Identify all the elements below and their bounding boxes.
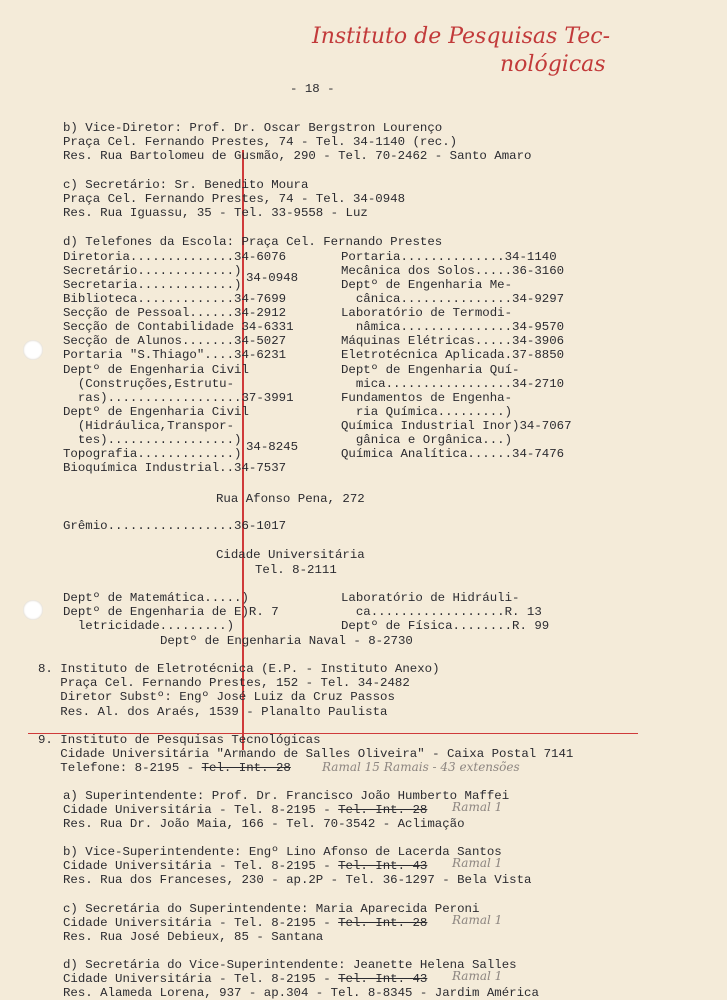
item9-title: 9. Instituto de Pesquisas Tecnológicas <box>38 733 321 747</box>
phone-entry: ria Química.........) <box>341 405 513 419</box>
punch-hole-bottom <box>23 600 43 620</box>
phone-entry: (Hidráulica,Transpor- <box>63 419 235 433</box>
item8-address: Praça Cel. Fernando Prestes, 152 - Tel. 34-2482 <box>38 676 410 690</box>
vice-diretor-residence: Res. Rua Bartolomeu de Gusmão, 290 - Tel. 70-2462 - Santo Amaro <box>63 149 532 163</box>
handwritten-title-line2: nológicas <box>500 52 606 77</box>
phone-entry: tes).................) <box>63 433 242 447</box>
cidade-universitaria-header: Cidade Universitária <box>216 548 365 562</box>
dept-entry: letricidade.........) <box>63 619 235 633</box>
phone-entry: Deptº de Engenharia Quí- <box>341 363 520 377</box>
phone-entry: Mecânica dos Solos.....36-3160 <box>341 264 565 278</box>
phone-number-shared: 34-0948 <box>246 271 299 285</box>
pencil-annotation: Ramal 1 <box>452 800 503 814</box>
phone-entry: Química Industrial Inor)34-7067 <box>341 419 572 433</box>
phone-entry: Fundamentos de Engenha- <box>341 391 513 405</box>
secretario-residence: Res. Rua Iguassu, 35 - Tel. 33-9558 - Luz <box>63 206 368 220</box>
secretaria-vice-residence: Res. Alameda Lorena, 937 - ap.304 - Tel. 8-8345 - Jardim América <box>63 986 539 1000</box>
dept-entry: ca..................R. 13 <box>341 605 542 619</box>
struck-extension: Tel. Int. 28 <box>338 803 428 817</box>
superintendente-residence: Res. Rua Dr. João Maia, 166 - Tel. 70-3542 - Aclimação <box>63 817 465 831</box>
phone-entry: Eletrotécnica Aplicada.37-8850 <box>341 348 565 362</box>
phone-entry: Secretário.............) <box>63 264 242 278</box>
phone-entry: Secção de Contabilidade 34-6331 <box>63 320 294 334</box>
cidade-universitaria-tel: Tel. 8-2111 <box>255 563 337 577</box>
item8-residence: Res. Al. dos Araés, 1539 - Planalto Paulista <box>38 705 388 719</box>
phone-entry: Portaria "S.Thiago"....34-6231 <box>63 348 287 362</box>
phone-entry: Topografia.............) <box>63 447 242 461</box>
phone-entry: Deptº de Engenharia Civil <box>63 363 249 377</box>
phone-entry: Bioquímica Industrial..34-7537 <box>63 461 287 475</box>
secretario-address: Praça Cel. Fernando Prestes, 74 - Tel. 34-0948 <box>63 192 406 206</box>
secretaria-superintendente-line: c) Secretária do Superintendente: Maria Aparecida Peroni <box>63 902 480 916</box>
phone-entry: Secção de Pessoal......34-2912 <box>63 306 287 320</box>
item9-phone: Telefone: 8-2195 - Tel. Int. 28 <box>38 761 291 775</box>
superintendente-phone: Cidade Universitária - Tel. 8-2195 - Tel. Int. 28 <box>63 803 428 817</box>
phone-entry: Deptº de Engenharia Me- <box>341 278 513 292</box>
pencil-annotation: Ramal 1 <box>452 913 503 927</box>
struck-extension: Tel. Int. 28 <box>338 916 428 930</box>
handwritten-title-line1: Instituto de Pesquisas Tec- <box>312 24 611 49</box>
dept-entry: Deptº de Física........R. 99 <box>341 619 550 633</box>
secretaria-superintendente-phone: Cidade Universitária - Tel. 8-2195 - Tel. Int. 28 <box>63 916 428 930</box>
phone-entry: Máquinas Elétricas.....34-3906 <box>341 334 565 348</box>
item8-title: 8. Instituto de Eletrotécnica (E.P. - Instituto Anexo) <box>38 662 440 676</box>
pencil-annotation: Ramal 15 Ramais - 43 extensões <box>322 760 520 774</box>
phone-entry: Secretaria.............) <box>63 278 242 292</box>
phone-entry: Laboratório de Termodi- <box>341 306 513 320</box>
dept-entry: Deptº de Matemática.....) <box>63 591 249 605</box>
secretaria-vice-phone: Cidade Universitária - Tel. 8-2195 - Tel. Int. 43 <box>63 972 428 986</box>
phone-entry: gânica e Orgânica...) <box>341 433 513 447</box>
pencil-annotation: Ramal 1 <box>452 856 503 870</box>
vice-superintendente-line: b) Vice-Superintendente: Engº Lino Afonso de Lacerda Santos <box>63 845 502 859</box>
afonso-pena-header: Rua Afonso Pena, 272 <box>216 492 365 506</box>
secretario-line: c) Secretário: Sr. Benedito Moura <box>63 178 309 192</box>
telefones-header: d) Telefones da Escola: Praça Cel. Fernando Prestes <box>63 235 443 249</box>
item9-address: Cidade Universitária "Armando de Salles Oliveira" - Caixa Postal 7141 <box>38 747 574 761</box>
page-number: - 18 - <box>290 82 335 96</box>
punch-hole-top <box>23 340 43 360</box>
phone-entry: mica.................34-2710 <box>341 377 565 391</box>
phone-entry: Portaria..............34-1140 <box>341 250 557 264</box>
pencil-annotation: Ramal 1 <box>452 969 503 983</box>
phone-entry: ras)..................37-3991 <box>63 391 294 405</box>
phone-entry: Biblioteca.............34-7699 <box>63 292 287 306</box>
struck-extension: Tel. Int. 28 <box>201 761 291 775</box>
secretaria-vice-line: d) Secretária do Vice-Superintendente: Jeanette Helena Salles <box>63 958 517 972</box>
item8-director: Diretor Substº: Engº José Luiz da Cruz Passos <box>38 690 395 704</box>
secretaria-superintendente-residence: Res. Rua José Debieux, 85 - Santana <box>63 930 324 944</box>
phone-number-shared: 34-8245 <box>246 440 299 454</box>
dept-entry: Deptº de Engenharia de E)R. 7 <box>63 605 279 619</box>
phone-entry: cânica...............34-9297 <box>341 292 565 306</box>
phone-entry: Secção de Alunos.......34-5027 <box>63 334 287 348</box>
dept-engenharia-naval: Deptº de Engenharia Naval - 8-2730 <box>160 634 413 648</box>
vice-superintendente-phone: Cidade Universitária - Tel. 8-2195 - Tel. Int. 43 <box>63 859 428 873</box>
vice-diretor-address: Praça Cel. Fernando Prestes, 74 - Tel. 34-1140 (rec.) <box>63 135 458 149</box>
phone-entry: Diretoria..............34-6076 <box>63 250 287 264</box>
superintendente-line: a) Superintendente: Prof. Dr. Francisco João Humberto Maffei <box>63 789 510 803</box>
vice-superintendente-residence: Res. Rua dos Franceses, 230 - ap.2P - Tel. 36-1297 - Bela Vista <box>63 873 532 887</box>
phone-entry: Química Analítica......34-7476 <box>341 447 565 461</box>
struck-extension: Tel. Int. 43 <box>338 859 428 873</box>
phone-entry: Deptº de Engenharia Civil <box>63 405 249 419</box>
phone-entry: nâmica...............34-9570 <box>341 320 565 334</box>
vice-diretor-line: b) Vice-Diretor: Prof. Dr. Oscar Bergstron Lourenço <box>63 121 443 135</box>
phone-entry: (Construções,Estrutu- <box>63 377 235 391</box>
gremio-entry: Grêmio.................36-1017 <box>63 519 287 533</box>
struck-extension: Tel. Int. 43 <box>338 972 428 986</box>
dept-entry: Laboratório de Hidráuli- <box>341 591 520 605</box>
